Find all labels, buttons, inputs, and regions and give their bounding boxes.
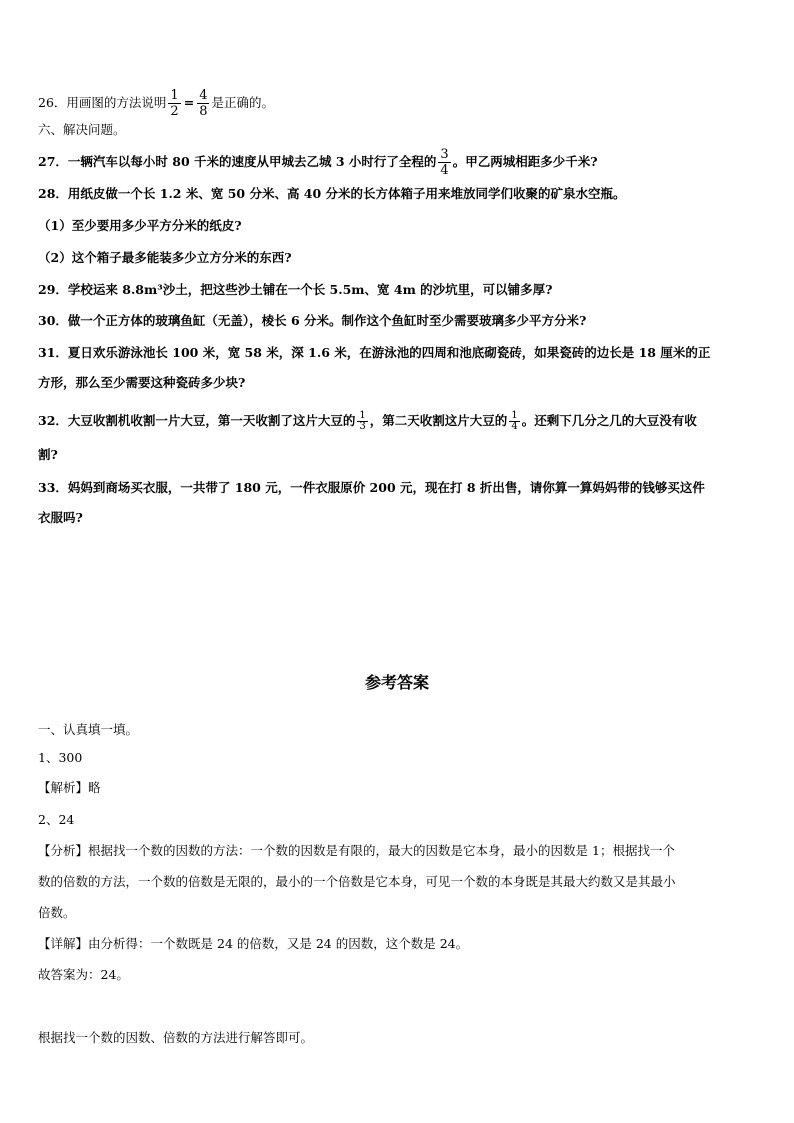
question-text-end: 是正确的。 (211, 95, 274, 110)
analysis-text: 根据找一个数的因数的方法：一个数的因数是有限的，最大的因数是它本身，最小的因数是 1；根据找一个 (88, 843, 675, 858)
question-text: 一辆汽车以每小时 80 千米的速度从甲城去乙城 3 小时行了全程的 (67, 154, 437, 169)
answer-2-detail (38, 935, 468, 953)
answer-key-title: 参考答案 (364, 673, 429, 692)
question-text: 学校运来 8.8m³沙土，把这些沙土铺在一个长 5.5m、宽 4m 的沙坑里，可以铺多厚? (67, 282, 553, 297)
answer-2-final: 故答案为：24。 (38, 967, 129, 982)
fraction-1-2: $\frac{1}{2}$ (170, 88, 179, 119)
question-number: 32． (38, 413, 68, 428)
fraction-1-3: $\frac{1}{3}$ (359, 410, 366, 432)
question-28-part-1: （1）至少要用多少平方分米的纸皮? (38, 218, 242, 233)
question-text-mid: ，第二天收割这片大豆的 (369, 413, 508, 428)
analysis-tag: 【分析】 (38, 843, 89, 858)
question-text: 用纸皮做一个长 1.2 米、宽 50 分米、高 40 分米的长方体箱子用来堆放同学们收聚的矿泉水空瓶。 (67, 186, 626, 201)
question-number: 27． (38, 154, 68, 169)
question-text: 夏日欢乐游泳池长 100 米，宽 58 米，深 1.6 米，在游泳池的四周和池底砌瓷砖，如果瓷砖的边长是 18 厘米的正 (67, 345, 711, 360)
question-text: 做一个正方体的玻璃鱼缸（无盖），棱长 6 分米。制作这个鱼缸时至少需要玻璃多少平方分米? (67, 313, 587, 328)
question-27 (38, 147, 598, 178)
question-number: 31． (38, 345, 68, 360)
question-31 (38, 344, 710, 362)
question-26 (38, 88, 274, 119)
question-33-line-2: 衣服吗? (38, 510, 83, 525)
answer-2-analysis (38, 842, 675, 860)
answer-2-analysis-line-3: 倍数。 (38, 905, 76, 920)
question-number: 26． (38, 95, 67, 110)
answer-1-note (38, 779, 101, 797)
question-number: 28． (38, 186, 68, 201)
answer-2-note: 根据找一个数的因数、倍数的方法进行解答即可。 (38, 1030, 314, 1045)
question-28-part-2: （2）这个箱子最多能装多少立方分米的东西? (38, 250, 292, 265)
question-28 (38, 185, 626, 203)
question-text: 妈妈到商场买衣服，一共带了 180 元，一件衣服原价 200 元，现在打 8 折出售，请你算一算妈妈带的钱够买这件 (67, 480, 705, 495)
section-heading: 六、解决问题。 (38, 122, 126, 137)
question-number: 30． (38, 313, 68, 328)
note-tag: 【解析】 (38, 780, 89, 795)
answer-2-analysis-line-2: 数的倍数的方法，一个数的倍数是无限的，最小的一个倍数是它本身，可见一个数的本身既是其最大约数又是其最小 (38, 874, 676, 889)
detail-text: 由分析得：一个数既是 24 的倍数，又是 24 的因数，这个数是 24。 (88, 936, 469, 951)
fraction-4-8: $\frac{4}{8}$ (199, 88, 208, 119)
question-32-line-2: 割? (38, 447, 58, 462)
fraction-1-4: $\frac{1}{4}$ (511, 410, 518, 432)
question-30 (38, 312, 586, 330)
question-29 (38, 281, 552, 299)
question-31-line-2: 方形，那么至少需要这种瓷砖多少块? (38, 375, 246, 390)
equals-sign: = (183, 95, 195, 110)
question-text: 用画图的方法说明 (66, 95, 167, 110)
answer-1: 1、300 (38, 750, 83, 765)
answer-section-heading: 一、认真填一填。 (38, 722, 139, 737)
note-text: 略 (88, 780, 101, 795)
question-number: 29． (38, 282, 68, 297)
fraction-3-4: $\frac{3}{4}$ (440, 147, 449, 178)
question-text: 大豆收割机收割一片大豆，第一天收割了这片大豆的 (67, 413, 356, 428)
detail-tag: 【详解】 (38, 936, 89, 951)
question-32 (38, 410, 697, 432)
question-text-end: 。甲乙两城相距多少千米? (452, 154, 598, 169)
question-text-end: 。还剩下几分之几的大豆没有收 (521, 413, 697, 428)
answer-2: 2、24 (38, 812, 75, 827)
question-33 (38, 479, 705, 497)
question-number: 33． (38, 480, 68, 495)
